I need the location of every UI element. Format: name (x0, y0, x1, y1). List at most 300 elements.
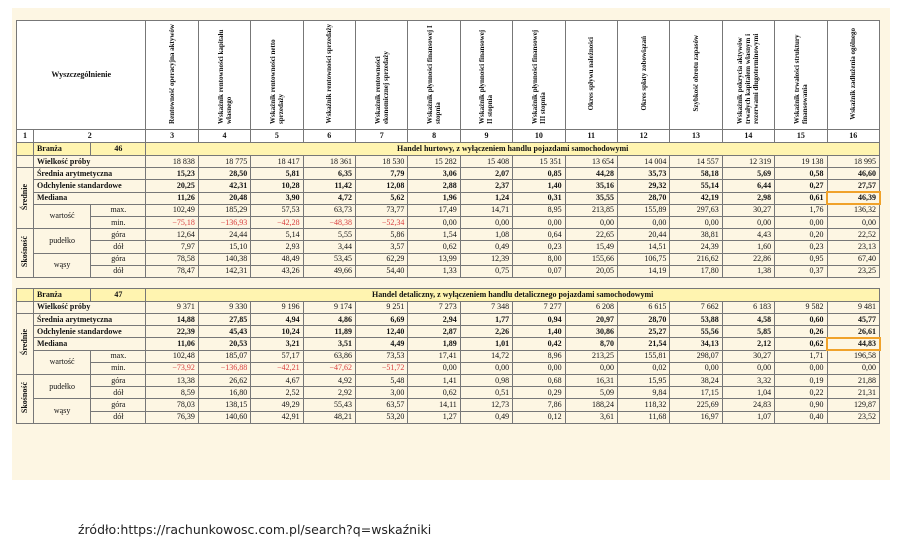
column-header-label: Rentowność operacyjna aktywów (168, 23, 177, 124)
value-cell: 0,00 (722, 362, 774, 374)
value-cell: 1,76 (775, 204, 827, 216)
column-number: 7 (356, 130, 408, 143)
value-cell: 0,00 (775, 362, 827, 374)
srednie-text: Średnie (19, 183, 29, 210)
value-cell: 0,40 (775, 411, 827, 423)
value-cell: 13,99 (408, 253, 460, 265)
column-header (303, 21, 355, 130)
column-header-label: Okres spływu należności (587, 36, 596, 111)
column-header (356, 21, 408, 130)
header-row (17, 21, 880, 130)
direction-label: góra (91, 229, 146, 241)
value-cell: 0,60 (775, 314, 827, 326)
value-cell: 14,19 (617, 265, 669, 277)
value-cell: 2,37 (460, 180, 512, 192)
value-cell: 12,08 (356, 180, 408, 192)
value-cell: 1,71 (775, 350, 827, 362)
value-cell: 10,28 (251, 180, 303, 192)
value-cell: 54,40 (356, 265, 408, 277)
value-cell: 9 582 (775, 301, 827, 313)
gap-cell (17, 277, 880, 288)
value-cell: 30,27 (722, 204, 774, 216)
value-cell: 6 615 (617, 301, 669, 313)
value-cell: 4,49 (356, 338, 408, 350)
value-cell: 17,49 (408, 204, 460, 216)
value-cell: 20,53 (198, 338, 250, 350)
column-header (408, 21, 460, 130)
value-cell: 1,04 (722, 387, 774, 399)
direction-label: dół (91, 265, 146, 277)
value-cell: 102,48 (146, 350, 198, 362)
value-cell: 11,42 (303, 180, 355, 192)
value-cell: 155,66 (565, 253, 617, 265)
value-cell: 8,00 (513, 253, 565, 265)
value-cell: 7,97 (146, 241, 198, 253)
value-cell: 58,18 (670, 168, 722, 180)
value-cell: 5,09 (565, 387, 617, 399)
value-cell: 18 838 (146, 156, 198, 168)
value-cell: 35,73 (617, 168, 669, 180)
value-cell: 9 330 (198, 301, 250, 313)
value-cell: 0,90 (775, 399, 827, 411)
value-cell: 1,54 (408, 229, 460, 241)
column-header-label: Wskaźnik rentowności ekonomicznej sprzedaży (373, 50, 390, 124)
header-title: Wyszczególnienie (17, 21, 146, 130)
column-number-row (17, 130, 880, 143)
value-cell: 8,70 (565, 338, 617, 350)
value-cell: 5,14 (251, 229, 303, 241)
value-cell: 1,38 (722, 265, 774, 277)
value-cell: 0,00 (408, 216, 460, 228)
direction-label: dół (91, 387, 146, 399)
value-cell: 7 348 (460, 301, 512, 313)
value-cell: 1,89 (408, 338, 460, 350)
value-cell: 3,57 (356, 241, 408, 253)
median-row (17, 192, 880, 204)
value-cell: 6 208 (565, 301, 617, 313)
value-cell: 29,32 (617, 180, 669, 192)
value-cell: 0,00 (513, 362, 565, 374)
branza-code: 46 (91, 143, 146, 156)
direction-label: dół (91, 411, 146, 423)
value-cell: 0,68 (513, 375, 565, 387)
value-cell: 2,94 (408, 314, 460, 326)
value-cell: 0,23 (513, 241, 565, 253)
value-cell: 16,97 (670, 411, 722, 423)
value-cell: 4,94 (251, 314, 303, 326)
mean-row (17, 314, 880, 326)
value-cell: 57,17 (251, 350, 303, 362)
srednie-text: Średnie (19, 329, 29, 356)
value-cell: 30,27 (722, 350, 774, 362)
value-cell: 1,41 (408, 375, 460, 387)
value-cell: 7,86 (513, 399, 565, 411)
value-cell: 7 273 (408, 301, 460, 313)
value-cell: 42,19 (670, 192, 722, 204)
value-cell: 42,31 (198, 180, 250, 192)
value-cell: 38,24 (670, 375, 722, 387)
value-cell: 0,22 (775, 387, 827, 399)
value-cell: 4,67 (251, 375, 303, 387)
value-cell: 27,85 (198, 314, 250, 326)
extreme-label: max. (91, 204, 146, 216)
value-cell: −73,92 (146, 362, 198, 374)
value-cell: 9 174 (303, 301, 355, 313)
column-header (722, 21, 774, 130)
column-header-label: Wskaźnik trwałości struktury finansowania (792, 34, 809, 124)
value-cell: 17,41 (408, 350, 460, 362)
value-cell: 15,49 (565, 241, 617, 253)
skewness-row (17, 241, 880, 253)
column-header (617, 21, 669, 130)
column-number: 5 (251, 130, 303, 143)
direction-label: góra (91, 399, 146, 411)
value-cell: 13 654 (565, 156, 617, 168)
value-cell: 5,48 (356, 375, 408, 387)
row-label: Mediana (33, 338, 145, 350)
value-cell: 0,31 (513, 192, 565, 204)
value-cell: 0,23 (775, 241, 827, 253)
column-header (198, 21, 250, 130)
value-cell: 15 351 (513, 156, 565, 168)
value-cell: 49,29 (251, 399, 303, 411)
column-header-label: Wskaźnik rentowności netto sprzedaży (268, 38, 285, 124)
column-header (565, 21, 617, 130)
column-header (775, 21, 827, 130)
value-cell: 9 481 (827, 301, 879, 313)
value-cell: 63,73 (303, 204, 355, 216)
value-cell: 20,48 (198, 192, 250, 204)
value-cell: 188,24 (565, 399, 617, 411)
value-cell: 18 361 (303, 156, 355, 168)
value-cell: 0,94 (513, 314, 565, 326)
column-number: 12 (617, 130, 669, 143)
value-cell: 0,02 (617, 362, 669, 374)
value-cell: −136,93 (198, 216, 250, 228)
value-cell: 1,40 (513, 180, 565, 192)
row-label: Średnia arytmetyczna (33, 168, 145, 180)
value-cell: 15,95 (617, 375, 669, 387)
branza-label: Branża (33, 143, 90, 156)
value-cell: 49,66 (303, 265, 355, 277)
column-header (670, 21, 722, 130)
value-cell: 1,24 (460, 192, 512, 204)
value-cell: 35,55 (565, 192, 617, 204)
value-cell: 73,53 (356, 350, 408, 362)
branza-name: Handel hurtowy, z wyłączeniem handlu pojazdami samochodowymi (146, 143, 880, 156)
value-cell: 0,00 (617, 216, 669, 228)
value-cell: 4,72 (303, 192, 355, 204)
row-label: Odchylenie standardowe (33, 326, 145, 338)
column-header (146, 21, 198, 130)
value-cell: 2,98 (722, 192, 774, 204)
value-cell: 15 408 (460, 156, 512, 168)
value-cell: 18 530 (356, 156, 408, 168)
value-cell: 18 995 (827, 156, 879, 168)
direction-label: góra (91, 253, 146, 265)
value-cell: 142,31 (198, 265, 250, 277)
value-cell: 0,49 (460, 241, 512, 253)
column-header (251, 21, 303, 130)
column-header (460, 21, 512, 130)
skewness-row (17, 265, 880, 277)
value-cell: 2,93 (251, 241, 303, 253)
column-number: 11 (565, 130, 617, 143)
std-row (17, 326, 880, 338)
value-cell: 2,07 (460, 168, 512, 180)
value-cell: 0,19 (775, 375, 827, 387)
column-header-label: Wskaźnik płynności finansowej III stopnia (530, 29, 547, 124)
value-cell: 140,38 (198, 253, 250, 265)
value-cell: 129,87 (827, 399, 879, 411)
value-cell: 1,40 (513, 326, 565, 338)
value-cell: 3,06 (408, 168, 460, 180)
value-cell: 9 196 (251, 301, 303, 313)
value-cell: 0,49 (460, 411, 512, 423)
value-cell: 14,51 (617, 241, 669, 253)
value-cell: 155,89 (617, 204, 669, 216)
value-cell: 18 417 (251, 156, 303, 168)
value-cell: 57,53 (251, 204, 303, 216)
value-cell: −48,38 (303, 216, 355, 228)
value-cell: 0,75 (460, 265, 512, 277)
value-cell: 106,75 (617, 253, 669, 265)
highlighted-median: 46,39 (827, 192, 879, 204)
value-cell: 0,00 (775, 216, 827, 228)
value-cell: 19 138 (775, 156, 827, 168)
value-cell: 1,07 (722, 411, 774, 423)
value-cell: 2,52 (251, 387, 303, 399)
sample-size-row (17, 301, 880, 313)
value-cell: 12,40 (356, 326, 408, 338)
value-cell: 21,88 (827, 375, 879, 387)
value-cell: 5,55 (303, 229, 355, 241)
column-number: 4 (198, 130, 250, 143)
value-cell: 76,39 (146, 411, 198, 423)
value-cell: 0,29 (513, 387, 565, 399)
column-header-label: Wskaźnik rentowności sprzedaży (325, 23, 334, 124)
value-cell: 11,06 (146, 338, 198, 350)
value-cell: 0,00 (565, 362, 617, 374)
value-cell: 2,12 (722, 338, 774, 350)
value-cell: 0,62 (408, 387, 460, 399)
value-cell: 28,50 (198, 168, 250, 180)
branza-spacer (17, 288, 34, 301)
wartosc-label: wartość (33, 204, 90, 228)
value-cell: 1,01 (460, 338, 512, 350)
indicators-table (16, 20, 880, 424)
wasy-label: wąsy (33, 253, 90, 277)
value-cell: 7 277 (513, 301, 565, 313)
row-label: Średnia arytmetyczna (33, 314, 145, 326)
pudelko-label: pudełko (33, 375, 90, 399)
value-cell: 3,61 (565, 411, 617, 423)
value-cell: 140,60 (198, 411, 250, 423)
value-cell: 0,00 (513, 216, 565, 228)
value-cell: 38,81 (670, 229, 722, 241)
value-cell: 28,70 (617, 314, 669, 326)
value-cell: 0,85 (513, 168, 565, 180)
value-cell: 0,00 (827, 216, 879, 228)
row-label: Wielkość próby (33, 301, 145, 313)
value-cell: 44,28 (565, 168, 617, 180)
value-cell: 62,29 (356, 253, 408, 265)
value-cell: 3,51 (303, 338, 355, 350)
column-header-label: Wskaźnik pokrycia aktywów trwałych kapitałem własnym i rezerwami długoterminowymi (736, 33, 761, 124)
skewness-row (17, 229, 880, 241)
value-cell: 1,77 (460, 314, 512, 326)
column-number: 15 (775, 130, 827, 143)
value-cell: 9 371 (146, 301, 198, 313)
column-number: 8 (408, 130, 460, 143)
skosnosc-text: Skośność (19, 381, 29, 413)
row-label: Odchylenie standardowe (33, 180, 145, 192)
value-cell: 48,21 (303, 411, 355, 423)
value-cell: 6,69 (356, 314, 408, 326)
branza-code: 47 (91, 288, 146, 301)
value-cell: 102,49 (146, 204, 198, 216)
value-cell: 16,80 (198, 387, 250, 399)
value-cell: 53,88 (670, 314, 722, 326)
value-cell: 1,08 (460, 229, 512, 241)
value-cell: 22,39 (146, 326, 198, 338)
value-cell: 43,26 (251, 265, 303, 277)
branza-name: Handel detaliczny, z wyłączeniem handlu detalicznego pojazdami samochodowymi (146, 288, 880, 301)
skosnosc-side-label (17, 229, 34, 278)
value-cell: 12 319 (722, 156, 774, 168)
skewness-row (17, 375, 880, 387)
value-cell: 18 775 (198, 156, 250, 168)
row-spacer (17, 301, 34, 313)
column-number: 13 (670, 130, 722, 143)
value-cell: 185,07 (198, 350, 250, 362)
value-cell: 23,25 (827, 265, 879, 277)
std-row (17, 180, 880, 192)
value-cell: 12,73 (460, 399, 512, 411)
value-cell: 5,69 (722, 168, 774, 180)
value-cell: 213,25 (565, 350, 617, 362)
value-cell: 63,57 (356, 399, 408, 411)
value-cell: 10,24 (251, 326, 303, 338)
value-cell: 7,79 (356, 168, 408, 180)
value-cell: 0,26 (775, 326, 827, 338)
value-cell: 0,98 (460, 375, 512, 387)
value-cell: 15,10 (198, 241, 250, 253)
value-cell: −52,34 (356, 216, 408, 228)
column-number: 10 (513, 130, 565, 143)
value-cell: 26,61 (827, 326, 879, 338)
value-cell: 22,52 (827, 229, 879, 241)
value-cell: 21,54 (617, 338, 669, 350)
value-cell: 12,39 (460, 253, 512, 265)
wasy-label: wąsy (33, 399, 90, 423)
value-cell: 8,96 (513, 350, 565, 362)
value-cell: 16,31 (565, 375, 617, 387)
direction-label: góra (91, 375, 146, 387)
value-cell: 22,86 (722, 253, 774, 265)
value-cell: 3,00 (356, 387, 408, 399)
column-number: 3 (146, 130, 198, 143)
highlighted-median: 44,83 (827, 338, 879, 350)
pudelko-label: pudełko (33, 229, 90, 253)
source-note: źródło:https://rachunkowosc.com.pl/search?q=wskaźniki (78, 522, 432, 537)
value-cell: 7 662 (670, 301, 722, 313)
column-header-label: Wskaźnik płynności finansowej I stopnia (426, 24, 443, 124)
value-cell: 1,96 (408, 192, 460, 204)
value-cell: 63,86 (303, 350, 355, 362)
value-cell: 0,00 (408, 362, 460, 374)
value-cell: 27,57 (827, 180, 879, 192)
value-cell: 3,90 (251, 192, 303, 204)
row-label: Mediana (33, 192, 145, 204)
skewness-row (17, 253, 880, 265)
value-cell: 45,77 (827, 314, 879, 326)
value-cell: 55,56 (670, 326, 722, 338)
value-cell: 155,81 (617, 350, 669, 362)
column-header (827, 21, 879, 130)
value-cell: 4,86 (303, 314, 355, 326)
value-cell: 53,20 (356, 411, 408, 423)
branza-row (17, 143, 880, 156)
value-cell: 11,89 (303, 326, 355, 338)
value-cell: 30,86 (565, 326, 617, 338)
value-cell: 24,83 (722, 399, 774, 411)
value-cell: 2,26 (460, 326, 512, 338)
value-cell: 26,62 (198, 375, 250, 387)
value-cell: 1,27 (408, 411, 460, 423)
value-cell: 22,65 (565, 229, 617, 241)
extreme-min-row (17, 362, 880, 374)
value-cell: −42,28 (251, 216, 303, 228)
value-cell: 136,32 (827, 204, 879, 216)
value-cell: 12,64 (146, 229, 198, 241)
column-header-label: Okres spłaty zobowiązań (639, 36, 648, 111)
value-cell: 67,40 (827, 253, 879, 265)
value-cell: 5,62 (356, 192, 408, 204)
value-cell: 14 557 (670, 156, 722, 168)
extreme-label: min. (91, 216, 146, 228)
direction-label: dół (91, 241, 146, 253)
value-cell: 20,25 (146, 180, 198, 192)
column-number: 9 (460, 130, 512, 143)
value-cell: 0,12 (513, 411, 565, 423)
value-cell: 24,39 (670, 241, 722, 253)
sample-size-row (17, 156, 880, 168)
column-number: 2 (33, 130, 145, 143)
column-number: 14 (722, 130, 774, 143)
srednie-side-label (17, 168, 34, 229)
value-cell: 2,92 (303, 387, 355, 399)
value-cell: 14 004 (617, 156, 669, 168)
value-cell: 53,45 (303, 253, 355, 265)
extreme-max-row (17, 204, 880, 216)
value-cell: 297,63 (670, 204, 722, 216)
value-cell: 196,58 (827, 350, 879, 362)
skewness-row (17, 399, 880, 411)
value-cell: 3,44 (303, 241, 355, 253)
value-cell: 6,35 (303, 168, 355, 180)
value-cell: 5,86 (356, 229, 408, 241)
row-spacer (17, 156, 34, 168)
extreme-min-row (17, 216, 880, 228)
value-cell: 1,60 (722, 241, 774, 253)
extreme-label: max. (91, 350, 146, 362)
value-cell: 8,95 (513, 204, 565, 216)
value-cell: 2,87 (408, 326, 460, 338)
value-cell: 55,14 (670, 180, 722, 192)
value-cell: 21,31 (827, 387, 879, 399)
value-cell: 15,23 (146, 168, 198, 180)
